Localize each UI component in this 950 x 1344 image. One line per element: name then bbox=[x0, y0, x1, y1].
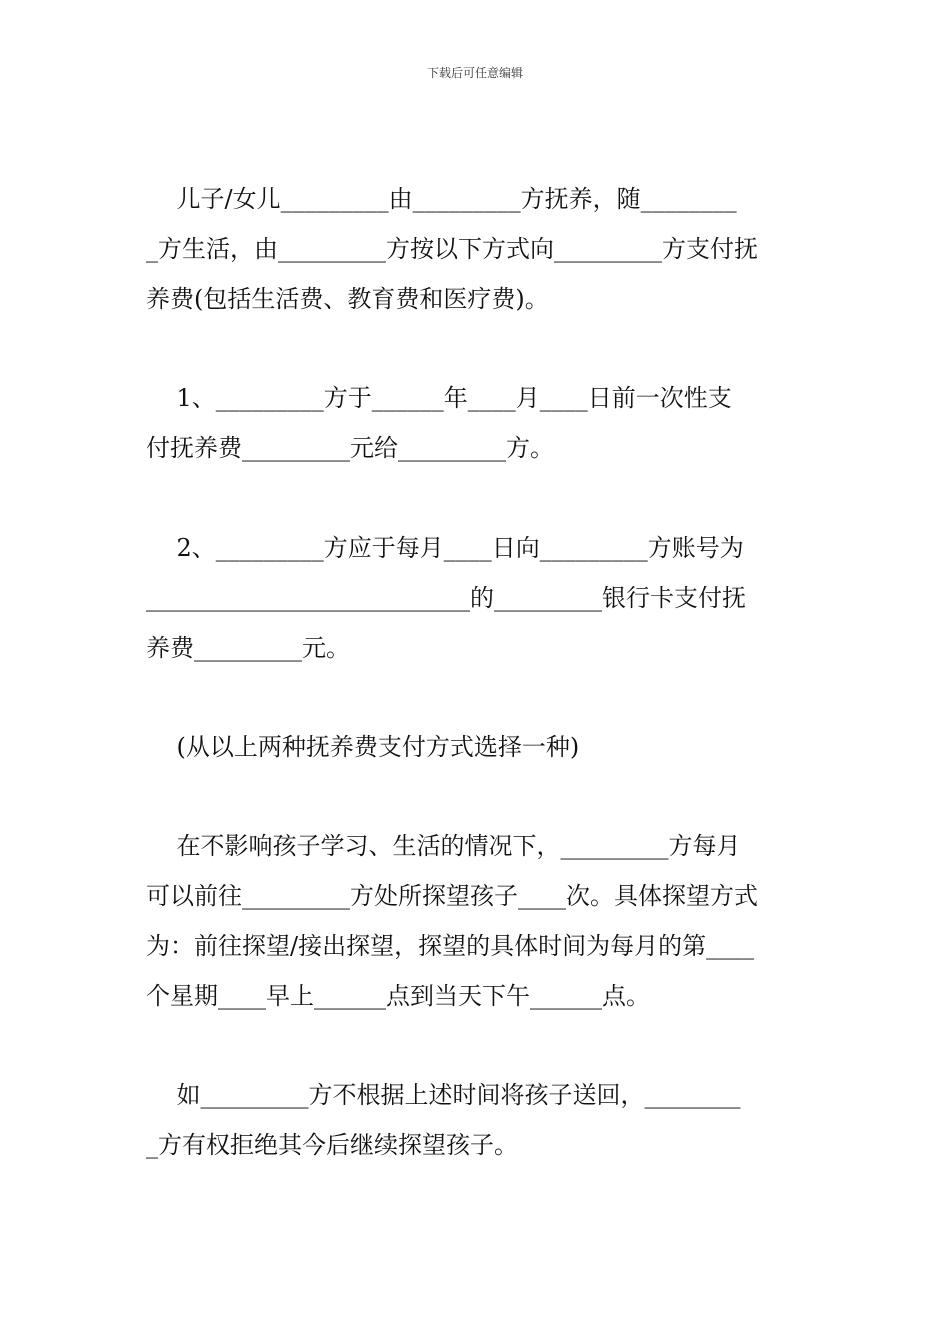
text-line: (从以上两种抚养费支付方式选择一种) bbox=[146, 733, 580, 761]
text-line: 在不影响孩子学习、生活的情况下，_________方每月 bbox=[146, 832, 741, 860]
text-line: 儿子/女儿_________由_________方抚养，随________ bbox=[146, 185, 737, 213]
text-line: 1、_________方于______年____月____日前一次性支 bbox=[146, 384, 732, 412]
text-line: 可以前往_________方处所探望孩子____次。具体探望方式 bbox=[146, 882, 758, 910]
text-line: 养费_________元。 bbox=[146, 634, 350, 662]
text-line: 为：前往探望/接出探望，探望的具体时间为每月的第____ bbox=[146, 932, 755, 960]
text-line: 付抚养费_________元给_________方。 bbox=[146, 434, 554, 462]
text-line: 养费(包括生活费、教育费和医疗费)。 bbox=[146, 285, 549, 313]
text-line: _方生活，由_________方按以下方式向_________方支付抚 bbox=[146, 235, 758, 263]
text-line: 2、_________方应于每月____日向_________方账号为 bbox=[146, 534, 744, 562]
page-header-note: 下载后可任意编辑 bbox=[426, 66, 523, 80]
text-line: ___________________________的_________银行卡支付抚 bbox=[146, 584, 746, 612]
text-line: 个星期____早上______点到当天下午______点。 bbox=[146, 982, 650, 1010]
text-line: _方有权拒绝其今后继续探望孩子。 bbox=[146, 1131, 518, 1159]
text-line: 如_________方不根据上述时间将孩子送回，________ bbox=[146, 1081, 741, 1109]
